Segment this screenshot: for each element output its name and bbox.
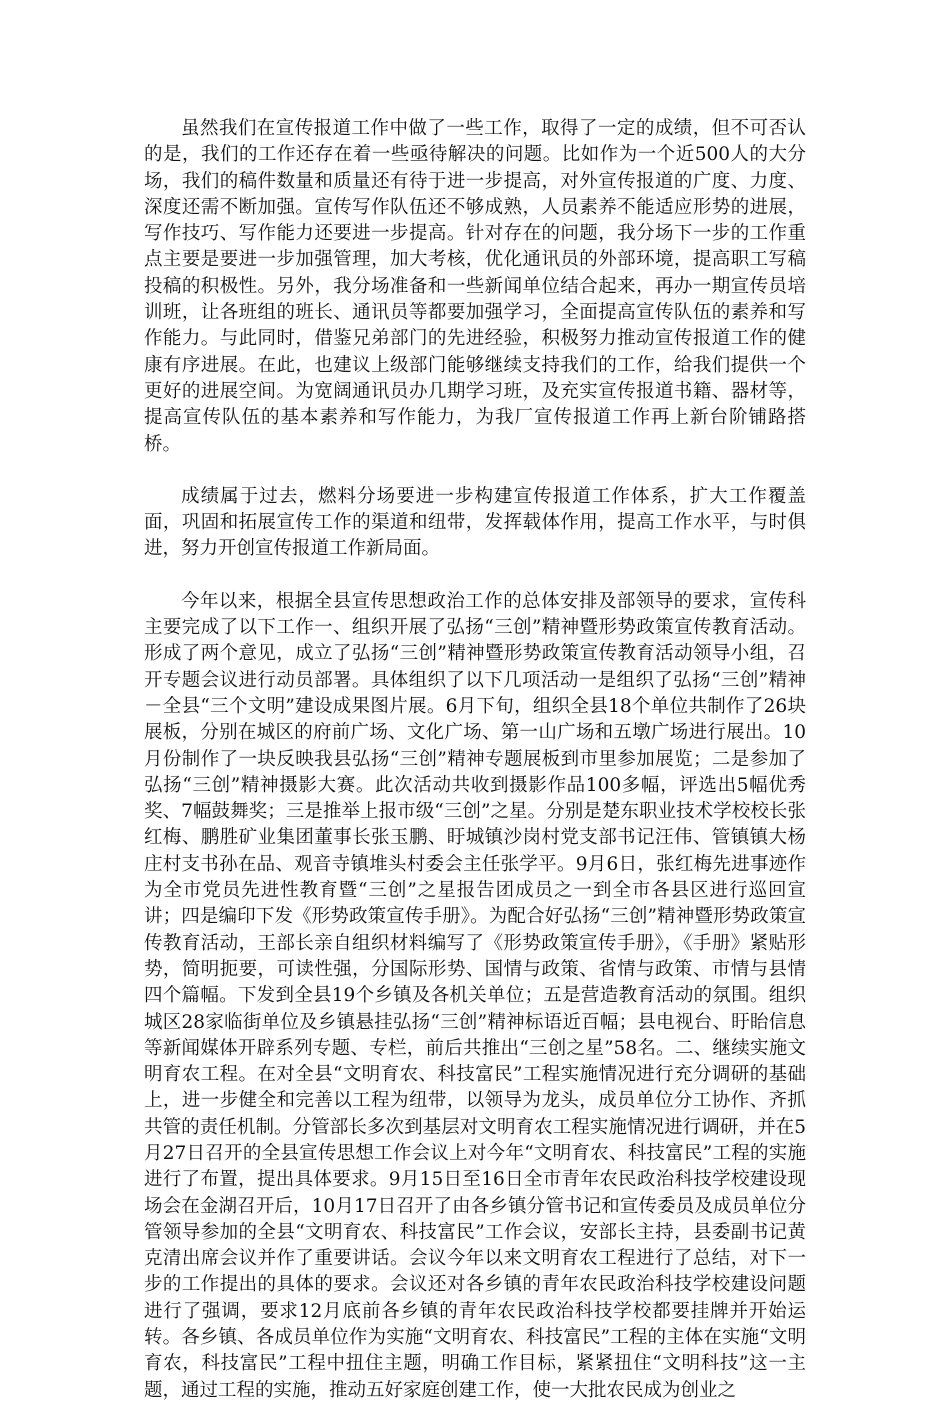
paragraph-spacer	[144, 563, 806, 589]
paragraph-2: 成绩属于过去，燃料分场要进一步构建宣传报道工作体系，扩大工作覆盖面，巩固和拓展宣传工作的渠道和纽带，发挥载体作用，提高工作水平，与时俱进，努力开创宣传报道工作新局面。	[144, 485, 806, 560]
paragraph-3: 今年以来，根据全县宣传思想政治工作的总体安排及部领导的要求，宣传科主要完成了以下工作一、组织开展了弘扬“三创”精神暨形势政策宣传教育活动。形成了两个意见，成立了弘扬“三创”精神暨形势政策宣传教育活动领导小组，召开专题会议进行动员部署。具体组织了以下几项活动一是组织了弘扬“三创”精神－全县“三个文明”建设成果图片展。6月下旬，组织全县18个单位共制作了26块展板，分别在城区的府前广场、文化广场、第一山广场和五墩广场进行展出。10月份制作了一块反映我县弘扬“三创”精神专题展板到市里参加展览；二是参加了弘扬“三创”精神摄影大赛。此次活动共收到摄影作品100多幅，评选出5幅优秀奖、7幅鼓舞奖；三是推举上报市级“三创”之星。分别是楚东职业技术学校校长张红梅、鹏胜矿业集团董事长张玉鹏、盱城镇沙岗村党支部书记汪伟、管镇镇大杨庄村支书孙在品、观音寺镇堆头村委会主任张学平。9月6日，张红梅先进事迹作为全市党员先进性教育暨“三创”之星报告团成员之一到全市各县区进行巡回宣讲；四是编印下发《形势政策宣传手册》。为配合好弘扬“三创”精神暨形势政策宣传教育活动，王部长亲自组织材料编写了《形势政策宣传手册》，《手册》紧贴形势，简明扼要，可读性强，分国际形势、国情与政策、省情与政策、市情与县情四个篇幅。下发到全县19个乡镇及各机关单位；五是营造教育活动的氛围。组织城区28家临街单位及乡镇悬挂弘扬“三创”精神标语近百幅；县电视台、盱眙信息等新闻媒体开辟系列专题、专栏，前后共推出“三创之星”58名。二、继续实施文明育农工程。在对全县“文明育农、科技富民”工程实施情况进行充分调研的基础上，进一步健全和完善以工程为纽带，以领导为龙头，成员单位分工协作、齐抓共管的责任机制。分管部长多次到基层对文明育农工程实施情况进行调研，并在5月27日召开的全县宣传思想工作会议上对今年“文明育农、科技富民”工程的实施进行了布置，提出具体要求。9月15日至16日全市青年农民政治科技学校建设现场会在金湖召开后，10月17日召开了由各乡镇分管书记和宣传委员及成员单位分管领导参加的全县“文明育农、科技富民”工作会议，安部长主持，县委副书记黄克清出席会议并作了重要讲话。会议今年以来文明育农工程进行了总结，对下一步的工作提出的具体的要求。会议还对各乡镇的青年农民政治科技学校建设问题进行了强调，要求12月底前各乡镇的青年农民政治科技学校都要挂牌并开始运转。各乡镇、各成员单位作为实施“文明育农、科技富民”工程的主体在实施“文明育农，科技富民”工程中扭住主题，明确工作目标，紧紧扭住“文明科技”这一主题，通过工程的实施，推动五好家庭创建工作，使一大批农民成为创业之	[144, 590, 806, 1401]
paragraph-spacer	[144, 458, 806, 484]
paragraph-1: 虽然我们在宣传报道工作中做了一些工作，取得了一定的成绩，但不可否认的是，我们的工作还存在着一些亟待解决的问题。比如作为一个近500人的大分场，我们的稿件数量和质量还有待于进一步提高，对外宣传报道的广度、力度、深度还需不断加强。宣传写作队伍还不够成熟，人员素养不能适应形势的进展，写作技巧、写作能力还要进一步提高。针对存在的问题，我分场下一步的工作重点主要是要进一步加强管理，加大考核，优化通讯员的外部环境，提高职工写稿投稿的积极性。另外，我分场准备和一些新闻单位结合起来，再办一期宣传员培训班，让各班组的班长、通讯员等都要加强学习，全面提高宣传队伍的素养和写作能力。与此同时，借鉴兄弟部门的先进经验，积极努力推动宣传报道工作的健康有序进展。在此，也建议上级部门能够继续支持我们的工作，给我们提供一个更好的进展空间。为宽阔通讯员办几期学习班，及充实宣传报道书籍、器材等，提高宣传队伍的基本素养和写作能力，为我厂宣传报道工作再上新台阶铺路搭桥。	[144, 118, 806, 455]
document-body	[144, 116, 806, 1404]
